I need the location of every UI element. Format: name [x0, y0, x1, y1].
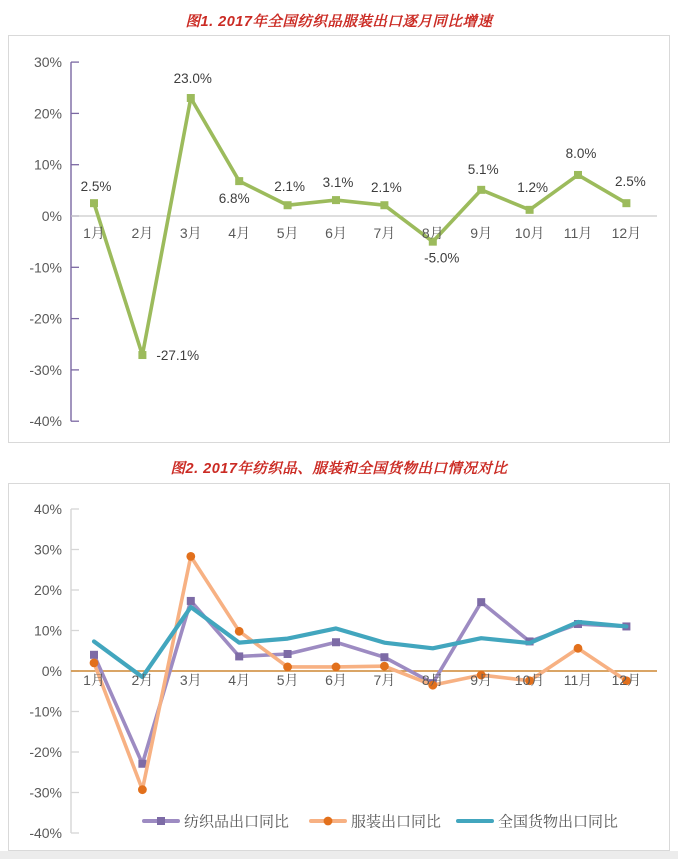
figure2-line-chart: [9, 484, 669, 850]
svg-text:40%: 40%: [33, 501, 62, 517]
figure1-chart-box: [8, 35, 670, 443]
svg-text:服装出口同比: 服装出口同比: [351, 813, 442, 831]
svg-text:2.5%: 2.5%: [80, 179, 112, 195]
svg-text:9月: 9月: [470, 672, 493, 688]
svg-text:10%: 10%: [33, 622, 62, 639]
svg-text:1.2%: 1.2%: [517, 179, 548, 195]
svg-text:1月: 1月: [83, 225, 105, 241]
svg-text:2.1%: 2.1%: [274, 179, 305, 195]
svg-text:11月: 11月: [563, 672, 593, 688]
svg-text:30%: 30%: [33, 54, 62, 71]
svg-text:10月: 10月: [514, 672, 545, 688]
svg-text:2.1%: 2.1%: [371, 180, 402, 196]
svg-text:纺织品出口同比: 纺织品出口同比: [184, 813, 290, 831]
figure1-line-chart: [9, 36, 669, 442]
svg-text:5.1%: 5.1%: [467, 161, 499, 177]
svg-text:-10%: -10%: [29, 259, 62, 276]
svg-text:4月: 4月: [228, 225, 251, 241]
svg-text:8.0%: 8.0%: [565, 145, 597, 161]
svg-text:-40%: -40%: [29, 825, 62, 841]
svg-text:8月: 8月: [421, 225, 444, 241]
figure1-title: 图1. 2017年全国纺织品服装出口逐月同比增速: [185, 14, 493, 30]
svg-text:0%: 0%: [41, 663, 62, 679]
page-bottom-strip: [0, 851, 678, 859]
svg-text:5月: 5月: [276, 225, 299, 241]
svg-text:10月: 10月: [514, 225, 545, 241]
svg-text:-27.1%: -27.1%: [156, 348, 200, 364]
svg-text:30%: 30%: [33, 541, 62, 558]
svg-text:20%: 20%: [33, 582, 62, 598]
svg-text:3月: 3月: [179, 225, 202, 241]
svg-text:12月: 12月: [611, 672, 642, 688]
svg-text:3月: 3月: [179, 672, 202, 688]
svg-text:10%: 10%: [33, 156, 62, 173]
svg-text:8月: 8月: [421, 672, 444, 688]
svg-text:-30%: -30%: [29, 361, 62, 378]
svg-text:6.8%: 6.8%: [218, 191, 250, 207]
svg-text:2月: 2月: [131, 672, 154, 688]
svg-text:2.5%: 2.5%: [615, 174, 646, 190]
svg-text:-40%: -40%: [29, 413, 62, 430]
svg-text:4月: 4月: [228, 672, 251, 688]
svg-text:6月: 6月: [325, 225, 347, 241]
svg-text:-20%: -20%: [29, 310, 62, 327]
svg-text:12月: 12月: [611, 225, 642, 241]
svg-text:1月: 1月: [83, 672, 105, 688]
svg-text:5月: 5月: [276, 672, 299, 688]
svg-text:9月: 9月: [470, 225, 493, 241]
svg-text:3.1%: 3.1%: [322, 175, 354, 191]
svg-text:7月: 7月: [373, 672, 396, 688]
svg-text:6月: 6月: [325, 672, 347, 688]
svg-text:-10%: -10%: [29, 703, 62, 720]
figure2-chart-box: [8, 483, 670, 851]
svg-text:23.0%: 23.0%: [173, 71, 212, 87]
svg-text:7月: 7月: [373, 225, 396, 241]
svg-text:2月: 2月: [131, 225, 154, 241]
svg-text:-30%: -30%: [29, 784, 62, 801]
figure2-title: 图2. 2017年纺织品、服装和全国货物出口情况对比: [170, 461, 508, 477]
svg-text:20%: 20%: [33, 105, 62, 122]
svg-text:-5.0%: -5.0%: [424, 250, 460, 266]
svg-text:11月: 11月: [563, 225, 593, 241]
svg-text:0%: 0%: [41, 208, 62, 224]
svg-text:全国货物出口同比: 全国货物出口同比: [498, 813, 619, 831]
svg-text:-20%: -20%: [29, 744, 62, 760]
